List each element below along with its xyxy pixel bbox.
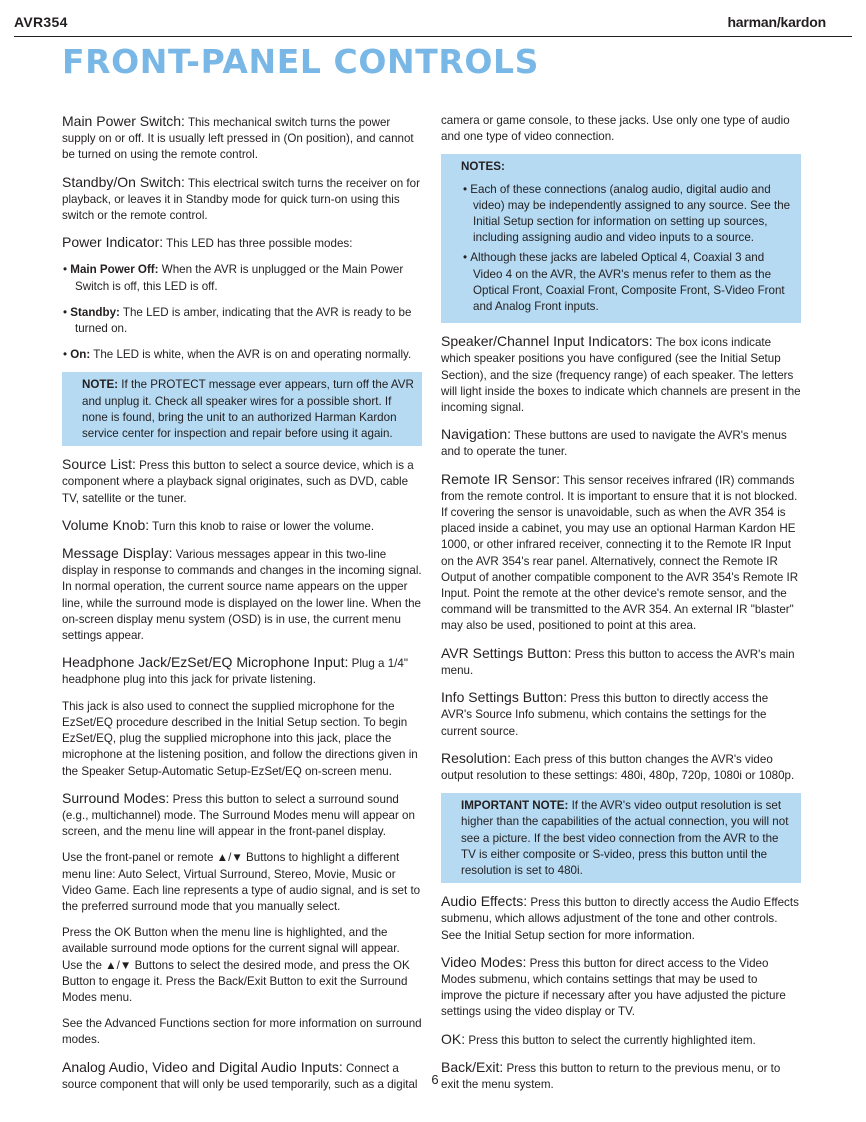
navigation-paragraph [441,426,801,460]
speaker-indicators-paragraph [441,333,801,416]
remote-ir-text: This sensor receives infrared (IR) commands from the remote control. It is important to ensure that it is not blocked. If covering the sensor is unavoidable, such as when the AVR 354 is placed inside a cabinet, you may use an optional Harman Kardon HE 1000, or other infrared receiver, connecting it to the Remote IR Input on the AVR 354's rear panel. Alternatively, connect the Remote IR Output of another compatible component to the AVR 354's Remote IR Input. Point the remote at the other device's remote sensor, and the command will be transmitted to the AVR 354. An external IR "blaster" may also be used, positioned to point at this area. [441,473,799,633]
mode-lead: Main Power Off: [70,263,159,277]
notes-item-text: Although these jacks are labeled Optical 4, Coaxial 3 and Video 4 on the AVR, the AVR's menus refer to them as the Optical Front, Coaxial Front, Composite Front, S-Video Front and Analog Front inputs. [470,251,785,314]
resolution-paragraph [441,750,801,784]
remote-ir-paragraph [441,471,801,635]
surround-modes-term: Surround Modes: [62,789,170,806]
mode-text: The LED is amber, indicating that the AVR is ready to be turned on. [75,305,412,336]
power-indicator-paragraph [62,234,422,252]
protect-note-box [62,372,422,446]
message-display-text: Various messages appear in this two-line display in response to commands and changes in the incoming signal. In normal operation, the current source name appears on the upper line, while the surround mode is displayed on the lower line. When the on-screen display menu system (OSD) is in use, the current menu settings appear. [62,548,422,643]
brand-name: harman/kardon [727,14,826,30]
avr-settings-term: AVR Settings Button: [441,644,572,661]
main-power-switch-paragraph [62,113,422,164]
notes-box [441,154,801,323]
mode-text: The LED is white, when the AVR is on and operating normally. [90,348,412,362]
surround-ok-paragraph: Press the OK Button when the menu line is highlighted, and the available surround mode options for the current signal will appear. Use the ▲/▼ Buttons to select the desired mode, and press the OK Button to engage it. Press the Back/Exit Button to exit the Surround Modes menu. [62,926,410,1004]
important-note-lead: IMPORTANT NOTE: [461,799,569,813]
audio-effects-term: Audio Effects: [441,893,528,910]
left-column [62,113,422,1103]
note-text: If the PROTECT message ever appears, turn off the AVR and unplug it. Check all speaker wires for a possible short. If none is found, bring the unit to an authorized Harman Kardon service center for inspection and repair before using it again. [82,378,414,441]
avr-settings-paragraph [441,645,801,679]
mode-lead: On: [70,348,91,362]
volume-knob-term: Volume Knob: [62,516,150,533]
ok-text: Press this button to select the currently highlighted item. [465,1033,756,1047]
power-indicator-term: Power Indicator: [62,234,164,251]
surround-see-also-paragraph: See the Advanced Functions section for more information on surround modes. [62,1017,422,1047]
resolution-term: Resolution: [441,749,512,766]
standby-switch-text: This electrical switch turns the receiver on for playback, or leaves it in Standby mode for quick turn-on using this switch or the remote control. [62,176,420,223]
page-number: 6 [431,1072,439,1087]
mode-on: • On: The LED is white, when the AVR is on and operating normally. [63,348,412,362]
important-note-box [441,793,801,883]
video-modes-term: Video Modes: [441,953,527,970]
main-power-switch-text: This mechanical switch turns the power supply on or off. It is usually left pressed in (On position), and cannot be turned on using the remote control. [62,116,414,162]
standby-switch-paragraph [62,174,422,225]
source-list-paragraph [62,456,422,507]
speaker-indicators-text: The box icons indicate which speaker positions you have configured (see the Initial Setup Section), and the size (frequency range) of each speaker. The letters will light inside the boxes to indicate which channels are present in the incoming signal. [441,336,801,415]
notes-item: • Each of these connections (analog audio, digital audio and video) may be independently assigned to any source. See the Initial Setup section for information on setting up sources, including assigning audio and video inputs to a source. [463,182,791,245]
right-column [441,113,801,1103]
headphone-term: Headphone Jack/EzSet/EQ Microphone Input: [62,654,349,671]
message-display-paragraph [62,545,422,644]
headphone-text: Plug a 1/4" headphone plug into this jack for private listening. [62,657,408,687]
analog-inputs-text: Connect a source component that will only be used temporarily, such as a digital [62,1061,418,1091]
resolution-text: Each press of this button changes the AVR's video output resolution to these settings: 480i, 480p, 720p, 1080i or 1080p. [441,752,795,782]
audio-effects-paragraph [441,893,801,944]
model-name: AVR354 [14,14,68,30]
message-display-term: Message Display: [62,545,173,562]
navigation-term: Navigation: [441,426,512,443]
back-exit-text: Press this button to return to the previous menu, or to exit the menu system. [441,1061,781,1091]
volume-knob-text: Turn this knob to raise or lower the volume. [149,519,375,533]
note-lead: NOTE: [82,378,119,392]
standby-switch-term: Standby/On Switch: [62,173,185,190]
volume-knob-paragraph [62,517,422,535]
surround-modes-paragraph [62,790,422,841]
important-note-text: If the AVR's video output resolution is set higher than the capabilities of the actual connection, you will not see a picture. If the best video connection from the AVR to the TV is either composite or S-video, press this button until the resolution is set to 480i. [461,799,789,877]
speaker-indicators-term: Speaker/Channel Input Indicators: [441,333,653,350]
mode-standby: • Standby: The LED is amber, indicating that the AVR is ready to be turned on. [63,305,412,336]
notes-item-text: Each of these connections (analog audio, digital audio and video) may be independently assigned to any source. See the Initial Setup section for information on setting up sources, including assigning audio and video inputs to a source. [470,182,791,245]
inputs-continued-paragraph: camera or game console, to these jacks. Use only one type of audio and one type of video connection. [441,114,790,144]
power-indicator-text: This LED has three possible modes: [163,237,353,251]
navigation-text: These buttons are used to navigate the AVR's menus and to operate the tuner. [441,429,787,459]
info-settings-term: Info Settings Button: [441,689,568,706]
mode-lead: Standby: [70,305,120,319]
info-settings-text: Press this button to directly access the AVR's Source Info submenu, which contains the settings for the current source. [441,692,769,738]
video-modes-text: Press this button for direct access to the Video Modes submenu, which contains settings that may be used to improve the picture if necessary after you have adjusted the picture settings using the video display or TV. [441,956,786,1019]
back-exit-term: Back/Exit: [441,1058,504,1075]
surround-highlight-paragraph: Use the front-panel or remote ▲/▼ Buttons to highlight a different menu line: Auto Select, Virtual Surround, Stereo, Movie, Music or Video Game. Each line represents a type of audio signal, and is set to the preferred surround mode that you manually select. [62,851,421,913]
headphone-mic-paragraph: This jack is also used to connect the supplied microphone for the EzSet/EQ procedure described in the Initial Setup section. To begin EzSet/EQ, plug the supplied microphone into this jack, place the microphone at the listening position, and follow the directions given in the Speaker Setup-Automatic Setup-EzSet/EQ on-screen menu. [62,699,418,778]
avr-settings-text: Press this button to access the AVR's main menu. [441,647,795,677]
remote-ir-term: Remote IR Sensor: [441,470,561,487]
notes-title: NOTES: [461,160,505,174]
surround-modes-text: Press this button to select a surround sound (e.g., multichannel) mode. The Surround Modes menu will appear on screen, and the menu line will appear in the front-panel display. [62,792,415,839]
headphone-paragraph [62,654,422,688]
source-list-text: Press this button to select a source device, which is a component where a playback signal originates, such as DVD, cable TV, satellite or the tuner. [62,459,414,505]
page-title: FRONT-PANEL CONTROLS [62,42,540,81]
video-modes-paragraph [441,954,801,1021]
main-power-switch-term: Main Power Switch: [62,113,185,129]
ok-paragraph [441,1031,801,1049]
header-rule [14,36,852,37]
notes-list [461,182,793,316]
audio-effects-text: Press this button to directly access the Audio Effects submenu, which allows adjustment of the tone and other controls. See the Initial Setup section for more information. [441,896,799,942]
notes-item: • Although these jacks are labeled Optical 4, Coaxial 3 and Video 4 on the AVR, the AVR's menus refer to them as the Optical Front, Coaxial Front, Composite Front, S-Video Front and Analog Front inputs. [463,251,785,314]
source-list-term: Source List: [62,456,136,473]
info-settings-paragraph [441,689,801,740]
analog-inputs-term: Analog Audio, Video and Digital Audio Inputs: [62,1058,343,1075]
ok-term: OK: [441,1030,466,1047]
mode-text: When the AVR is unplugged or the Main Power Switch is off, this LED is off. [75,263,404,293]
mode-main-power-off: • Main Power Off: When the AVR is unplugged or the Main Power Switch is off, this LED is off. [63,263,404,293]
